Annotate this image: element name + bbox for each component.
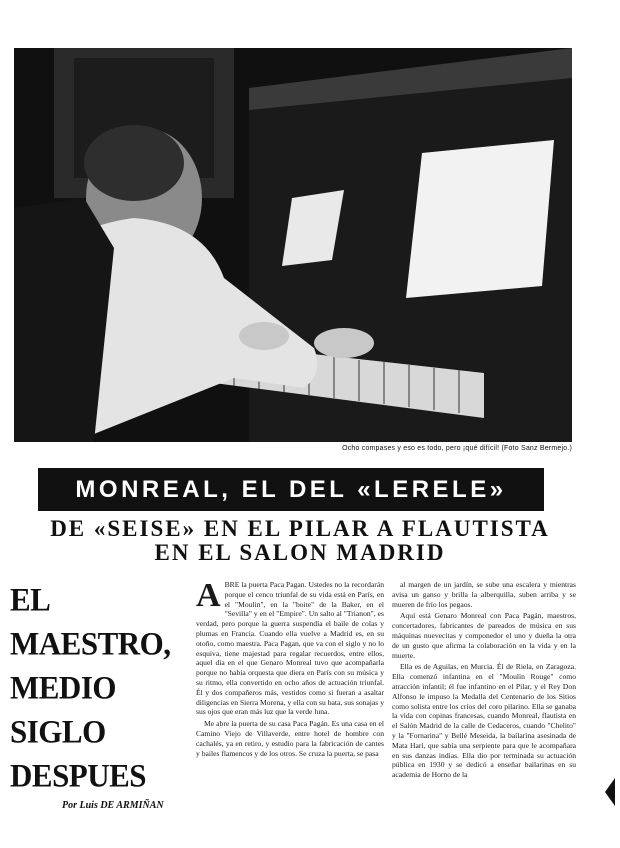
subtitle-line-2: EN EL SALON MADRID <box>154 540 446 565</box>
drop-cap: A <box>196 580 221 614</box>
side-title-line: MAESTRO, <box>10 625 171 662</box>
side-title-line: MEDIO <box>10 669 116 706</box>
article-column-2 <box>392 580 576 820</box>
article-paragraph <box>196 580 384 717</box>
side-title-line: EL <box>10 580 51 618</box>
photo-caption: Ocho compases y eso es todo, pero ¡qué difícil! (Foto Sanz Bermejo.) <box>342 445 572 452</box>
article-paragraph: Me abre la puerta de su casa Paca Pagán. Es una casa en el Camino Viejo de Villaverde, entre hotel de hombre con cachalés, ya en retiro, y estudio para la fabricación de cantes y bailes flamencos y de los otros. Se cruza la puerta, se pasa <box>196 719 384 758</box>
byline: Por Luis DE ARMIÑAN <box>62 800 164 811</box>
side-title <box>10 578 185 799</box>
subtitle-line-1: DE «SEISE» EN EL PILAR A FLAUTISTA <box>50 516 550 541</box>
photo-illustration <box>14 48 572 442</box>
article-column-1 <box>196 580 384 820</box>
piano-photo <box>14 48 572 442</box>
paragraph-text: BRE la puerta Paca Pagan. Ustedes no la recordarán porque el cenco triunfal de su vida está en París, en el "Moulin", en la "boite" de la Baker, en el "Sevilla" y en el "Empire". Un salto al "Trianon", es verdad, pero porque la guerra suspendía el baile de colas y plumas en Francia. Cuando ella vuelve a Madrid es, en su otoño, como maestra. Paca Pagan, que va con el siglo y no lo esquiva, tiene majestad para regalar recuerdos, entre ellos, aquel día en el que Genaro Monreal tuvo que acompañarla porque no había orquesta que diera en París con su música y su ritmo, ella convertido en ocho años de actuación triunfal. Él y dos compañeros más, vestidos como si fueran a asaltar diligencias en Sierra Morena, y ella con su bata, sus sonajas y sus ojos que eran más luz que la verde luna. <box>196 580 384 717</box>
article-paragraph: al margen de un jardín, se sube una escalera y mientras avisa un ganso y brilla la alberquilla, suben arriba y se mueren de frío los pegaos. <box>392 580 576 609</box>
banner-title: MONREAL, EL DEL «LERELE» <box>38 468 544 511</box>
continue-arrow-icon <box>605 778 615 806</box>
article-paragraph: Aquí está Genaro Monreal con Paca Pagán, maestros, concertadores, fabricantes de pareados de música en sus máquinas nuevecitas y componedor el uno y dueña la otra de un gusto que afirma la colaboración en la vida y en la muerte. <box>392 611 576 660</box>
side-title-line: SIGLO <box>10 713 106 750</box>
side-title-line: DESPUES <box>10 757 147 795</box>
article-paragraph: Ella es de Aguilas, en Murcia. Él de Riela, en Zaragoza. Ella comenzó infantina en el "Moulin Rouge" como atracción infantil; él fue infantino en el Pilar, y el Rey Don Alfonso le impuso la Medalla del Centenario de los Sitios como solista entre los críos del coro pilarino. Ella se ganaba la vida con copinas francesas, cuando Monreal, flautista en el Salón Madrid de la calle de Cedaceros, cuando "Chelito" y la "Fornarina" y Bellé Meseida, la bailarina asesinada de Mata Hari, que sabía una serpiente para que le acompañara en sus danzas indias. Ella dio por terminada su actuación pública en 1930 y se dedicó a enseñar bailarinas en su academia de Horno de la <box>392 662 576 780</box>
